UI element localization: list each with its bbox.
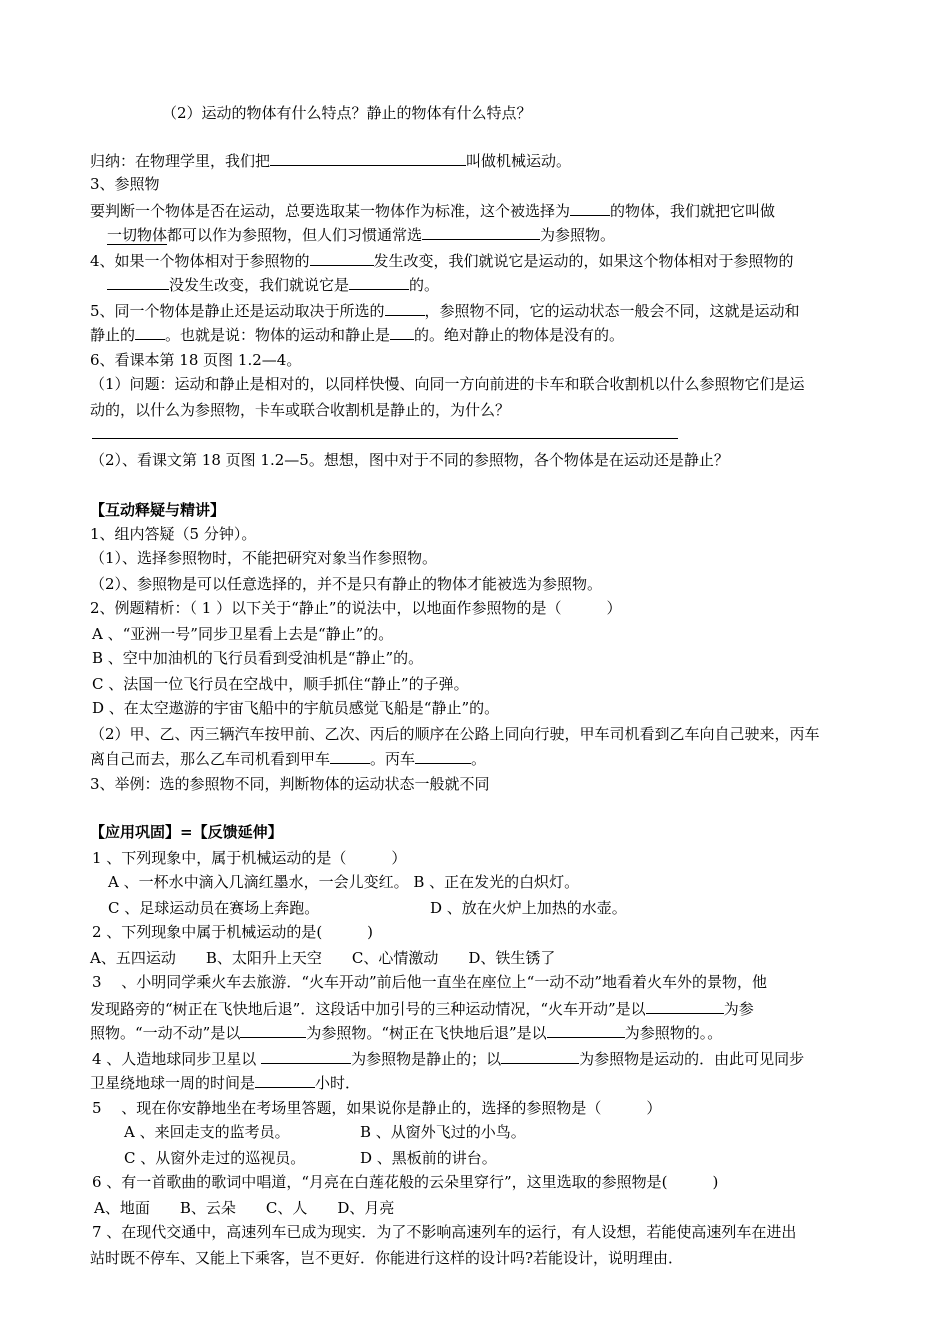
s2-question-2b: [90, 748, 486, 769]
para-6-q2: （2）、看课文第 18 页图 1.2—5。想想，图中对于不同的参照物，各个物体是在运动还是静止？: [90, 451, 729, 469]
blank[interactable]: [330, 748, 370, 764]
blank[interactable]: [240, 1022, 306, 1038]
para-3a: [90, 200, 775, 221]
blank[interactable]: [422, 224, 540, 240]
s3-question-4b-text-a: 卫星绕地球一周的时间是: [90, 1074, 256, 1092]
summary-text-a: 归纳：在物理学里，我们把: [90, 152, 271, 170]
para-3a-text-a: 要判断一个物体是否在运动，总要选取某一物体作为标准，这个被选择为: [90, 202, 571, 220]
s2-example-question: 2、例题精析：（ 1 ）以下关于“静止”的说法中，以地面作参照物的是（ ）: [90, 599, 622, 617]
s3-question-7b: 站时既不停车、又能上下乘客，岂不更好．你能进行这样的设计吗?若能设计，说明理由．: [90, 1249, 684, 1267]
s3-question-4a: [92, 1048, 804, 1069]
para-5b-text-c: 的。绝对静止的物体是没有的。: [414, 326, 625, 344]
s3-question-3c-text-b: 为参照物。“树正在飞快地后退”是以: [306, 1024, 547, 1042]
s3-question-1: 1 、下列现象中，属于机械运动的是（ ）: [92, 849, 407, 867]
blank[interactable]: [547, 1022, 625, 1038]
s3-question-4b: [90, 1072, 360, 1093]
s2-line-3: （2）、参照物是可以任意选择的，并不是只有静止的物体才能被选为参照物。: [90, 575, 603, 593]
s3-question-4a-text-c: 为参照物是运动的．由此可见同步: [579, 1050, 805, 1068]
para-4a-text-b: 发生改变，我们就说它是运动的，如果这个物体相对于参照物的: [373, 252, 794, 270]
para-5b: [90, 324, 624, 345]
blank[interactable]: [570, 200, 610, 216]
para-3b: [107, 224, 615, 245]
heading-reference: 3、参照物: [90, 175, 160, 193]
answer-line[interactable]: [92, 438, 678, 439]
para-4b: [107, 274, 439, 295]
s3-q5-option-d: D 、黑板前的讲台。: [360, 1149, 497, 1167]
s2-option-a: A 、“亚洲一号”同步卫星看上去是“静止”的。: [92, 625, 394, 643]
s2-line-1: 1、组内答疑（5 分钟）。: [90, 525, 257, 543]
para-3b-text-c: 为参照物。: [540, 226, 616, 244]
blank[interactable]: [135, 324, 165, 340]
s3-question-3a: 3 、小明同学乘火车去旅游．“火车开动”前后他一直坐在座位上“一动不动”地看着火车外的景物，他: [92, 973, 767, 991]
question-2-motion: （2）运动的物体有什么特点？静止的物体有什么特点？: [162, 104, 532, 122]
blank[interactable]: [310, 250, 374, 266]
para-5a: [90, 300, 800, 321]
para-5a-text-b: ，参照物不同，它的运动状态一般会不同，这就是运动和: [424, 302, 800, 320]
para-4b-text-b: 的。: [409, 276, 440, 294]
summary-line: [90, 150, 571, 171]
s3-q1-option-c: C 、足球运动员在赛场上奔跑。: [108, 899, 320, 917]
s3-q5-option-a: A 、来回走支的监考员。: [124, 1123, 290, 1141]
s2-question-2b-text-a: 离自己而去，那么乙车司机看到甲车: [90, 750, 331, 768]
para-4b-text-a: 没发生改变，我们就说它是: [169, 276, 350, 294]
s2-question-2b-text-c: 。: [471, 750, 487, 768]
s2-option-d: D 、在太空遨游的宇宙飞船中的宇航员感觉飞船是“静止”的。: [92, 699, 500, 717]
s3-q1-option-d: D 、放在火炉上加热的水壶。: [430, 899, 627, 917]
para-6-q1a: （1）问题：运动和静止是相对的，以同样快慢、向同一方向前进的卡车和联合收割机以什么参照物它们是运: [90, 375, 805, 393]
s3-q1-options-ab: A 、一杯水中滴入几滴红墨水，一会儿变红。 B 、正在发光的白炽灯。: [108, 873, 580, 891]
blank[interactable]: [270, 150, 466, 166]
para-4a: [90, 250, 794, 271]
para-6: 6、看课本第 18 页图 1.2—4。: [90, 351, 302, 369]
s3-question-4b-text-b: 小时．: [315, 1074, 361, 1092]
summary-text-b: 叫做机械运动。: [466, 152, 572, 170]
para-3b-text-b: 都可以作为参照物，但人们习惯通常选: [167, 226, 423, 244]
s3-question-3c-text-c: 为参照物的。。: [624, 1024, 723, 1042]
blank[interactable]: [415, 748, 471, 764]
s2-option-b: B 、空中加油机的飞行员看到受油机是“静止”的。: [92, 649, 424, 667]
section-title-application: 【应用巩固】=【反馈延伸】: [90, 823, 283, 841]
section-title-interaction: 【互动释疑与精讲】: [90, 501, 226, 519]
s3-question-3b-text-a: 发现路旁的“树正在飞快地后退”．这段话中加引号的三种运动情况，“火车开动”是以: [90, 1000, 646, 1018]
blank[interactable]: [261, 1048, 351, 1064]
s3-question-5: 5 、现在你安静地坐在考场里答题，如果说你是静止的，选择的参照物是（ ）: [92, 1099, 662, 1117]
para-5b-text-b: 。也就是说：物体的运动和静止是: [165, 326, 391, 344]
para-5a-text-a: 5、同一个物体是静止还是运动取决于所选的: [90, 302, 385, 320]
s3-question-3b: [90, 998, 754, 1019]
s3-question-4a-text-a: 4 、人造地球同步卫星以: [92, 1050, 257, 1068]
para-3a-text-b: 的物体，我们就把它叫做: [610, 202, 776, 220]
s3-question-6: 6 、有一首歌曲的歌词中唱道，“月亮在白莲花般的云朵里穿行”，这里选取的参照物是( ): [92, 1173, 719, 1191]
s3-question-3c-text-a: 照物。“一动不动”是以: [90, 1024, 241, 1042]
s3-question-4a-text-b: 为参照物是静止的；以: [351, 1050, 502, 1068]
para-4a-text-a: 4、如果一个物体相对于参照物的: [90, 252, 310, 270]
blank[interactable]: [646, 998, 724, 1014]
s3-q6-options: A、地面 B、云朵 C、人 D、月亮: [94, 1199, 395, 1217]
para-3b-underlined: 一切物体: [107, 226, 168, 244]
para-6-q1b: 动的，以什么为参照物，卡车或联合收割机是静止的，为什么？: [90, 401, 511, 419]
s2-line-example: 3、举例：选的参照物不同，判断物体的运动状态一般就不同: [90, 775, 490, 793]
blank[interactable]: [390, 324, 414, 340]
blank[interactable]: [349, 274, 409, 290]
para-5b-text-a: 静止的: [90, 326, 136, 344]
blank[interactable]: [255, 1072, 315, 1088]
blank[interactable]: [501, 1048, 579, 1064]
blank[interactable]: [385, 300, 425, 316]
s3-q2-options: A、五四运动 B、太阳升上天空 C、心情激动 D、铁生锈了: [90, 949, 556, 967]
s3-question-2: 2 、下列现象中属于机械运动的是( ): [92, 923, 374, 941]
s2-question-2a: （2）甲、乙、丙三辆汽车按甲前、乙次、丙后的顺序在公路上同向行驶，甲车司机看到乙车向自己驶来，丙车: [90, 725, 820, 743]
s2-option-c: C 、法国一位飞行员在空战中，顺手抓住“静止”的子弹。: [92, 675, 469, 693]
s3-question-7a: 7 、在现代交通中，高速列车已成为现实．为了不影响高速列车的运行，有人设想，若能使高速列车在进出: [92, 1223, 797, 1241]
s2-question-2b-text-b: 。丙车: [370, 750, 416, 768]
s2-line-2: （1）、选择参照物时，不能把研究对象当作参照物。: [90, 549, 438, 567]
blank[interactable]: [107, 274, 169, 290]
s3-question-3c: [90, 1022, 722, 1043]
s3-q5-option-b: B 、从窗外飞过的小鸟。: [360, 1123, 526, 1141]
s3-question-3b-text-b: 为参: [723, 1000, 754, 1018]
s3-q5-option-c: C 、从窗外走过的巡视员。: [124, 1149, 306, 1167]
